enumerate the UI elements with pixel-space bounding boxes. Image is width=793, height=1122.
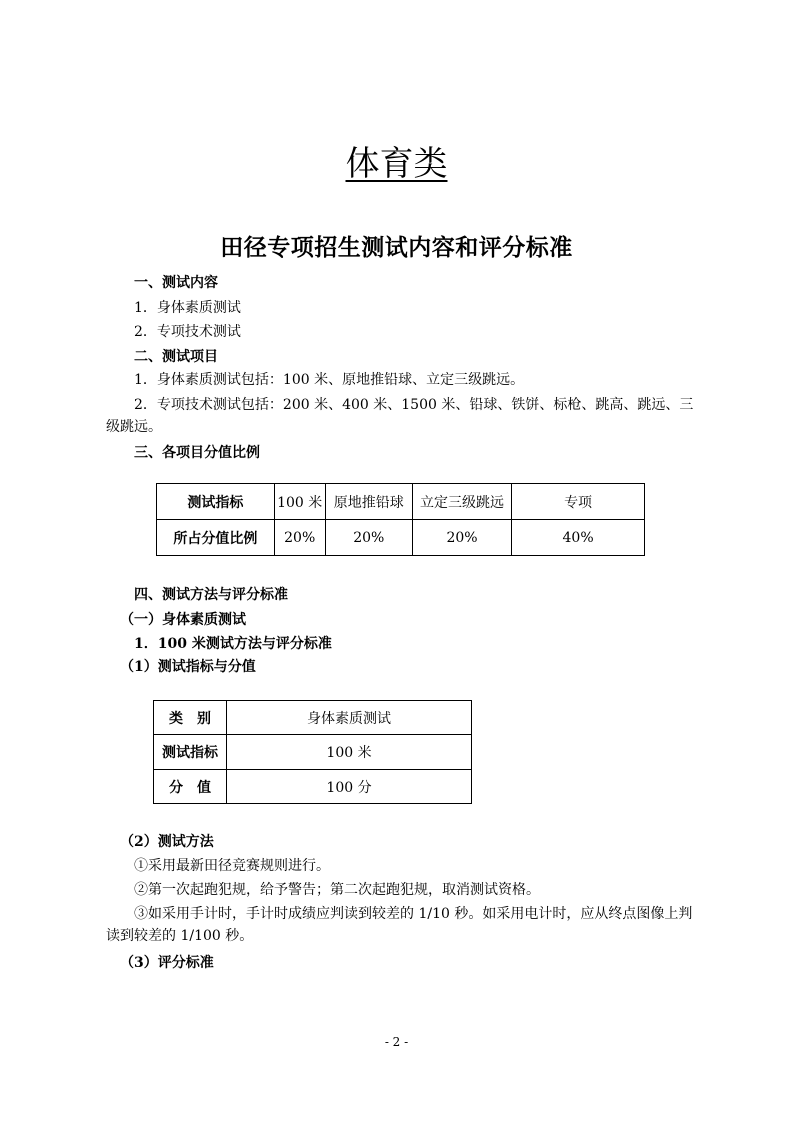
section-heading-methods: 四、测试方法与评分标准 — [134, 587, 288, 603]
section-heading-ratio: 三、各项目分值比例 — [134, 445, 260, 461]
score-ratio-table — [156, 483, 645, 556]
subsection-heading: 1．100 米测试方法与评分标准 — [134, 636, 332, 652]
table-cell: 40% — [512, 520, 645, 556]
list-item: 2．专项技术测试 — [134, 324, 241, 340]
subsection-heading: （1）测试指标与分值 — [120, 659, 256, 675]
paragraph: ②第一次起跑犯规，给予警告；第二次起跑犯规，取消测试资格。 — [134, 882, 540, 898]
paragraph: 1．身体素质测试包括：100 米、原地推铅球、立定三级跳远。 — [134, 372, 525, 388]
table-cell: 20% — [412, 520, 511, 556]
table-cell: 所占分值比例 — [157, 520, 275, 556]
table-cell: 类 别 — [154, 701, 227, 735]
table-cell: 身体素质测试 — [227, 701, 472, 735]
table-cell: 测试指标 — [157, 484, 275, 520]
document-title: 田径专项招生测试内容和评分标准 — [220, 234, 573, 261]
table-cell: 原地推铅球 — [325, 484, 412, 520]
subsection-heading: （一）身体素质测试 — [120, 612, 246, 628]
table-cell: 专项 — [512, 484, 645, 520]
subsection-heading: （3）评分标准 — [120, 955, 214, 971]
list-item: 1．身体素质测试 — [134, 300, 241, 316]
table-row — [154, 770, 472, 804]
table-cell: 20% — [325, 520, 412, 556]
table-cell: 立定三级跳远 — [412, 484, 511, 520]
table-row — [157, 520, 645, 556]
table-cell: 100 分 — [227, 770, 472, 804]
table-row — [157, 484, 645, 520]
section-heading-content: 一、测试内容 — [134, 275, 218, 291]
subsection-heading: （2）测试方法 — [120, 834, 214, 850]
table-cell: 100 米 — [274, 484, 325, 520]
paragraph: ①采用最新田径竞赛规则进行。 — [134, 858, 330, 874]
table-cell: 分 值 — [154, 770, 227, 804]
page-number: - 2 - — [384, 1035, 409, 1049]
table-cell: 100 米 — [227, 735, 472, 770]
table-cell: 测试指标 — [154, 735, 227, 770]
indicator-table — [153, 700, 472, 804]
section-heading-items: 二、测试项目 — [134, 349, 218, 365]
table-row — [154, 735, 472, 770]
paragraph: 2．专项技术测试包括：200 米、400 米、1500 米、铅球、铁饼、标枪、跳高、跳远、三级跳远。 — [106, 397, 694, 435]
paragraph: ③如采用手计时，手计时成绩应判读到较差的 1/10 秒。如采用电计时，应从终点图像上判读到较差的 1/100 秒。 — [106, 906, 693, 944]
category-title: 体育类 — [345, 144, 448, 184]
table-cell: 20% — [274, 520, 325, 556]
table-row — [154, 701, 472, 735]
